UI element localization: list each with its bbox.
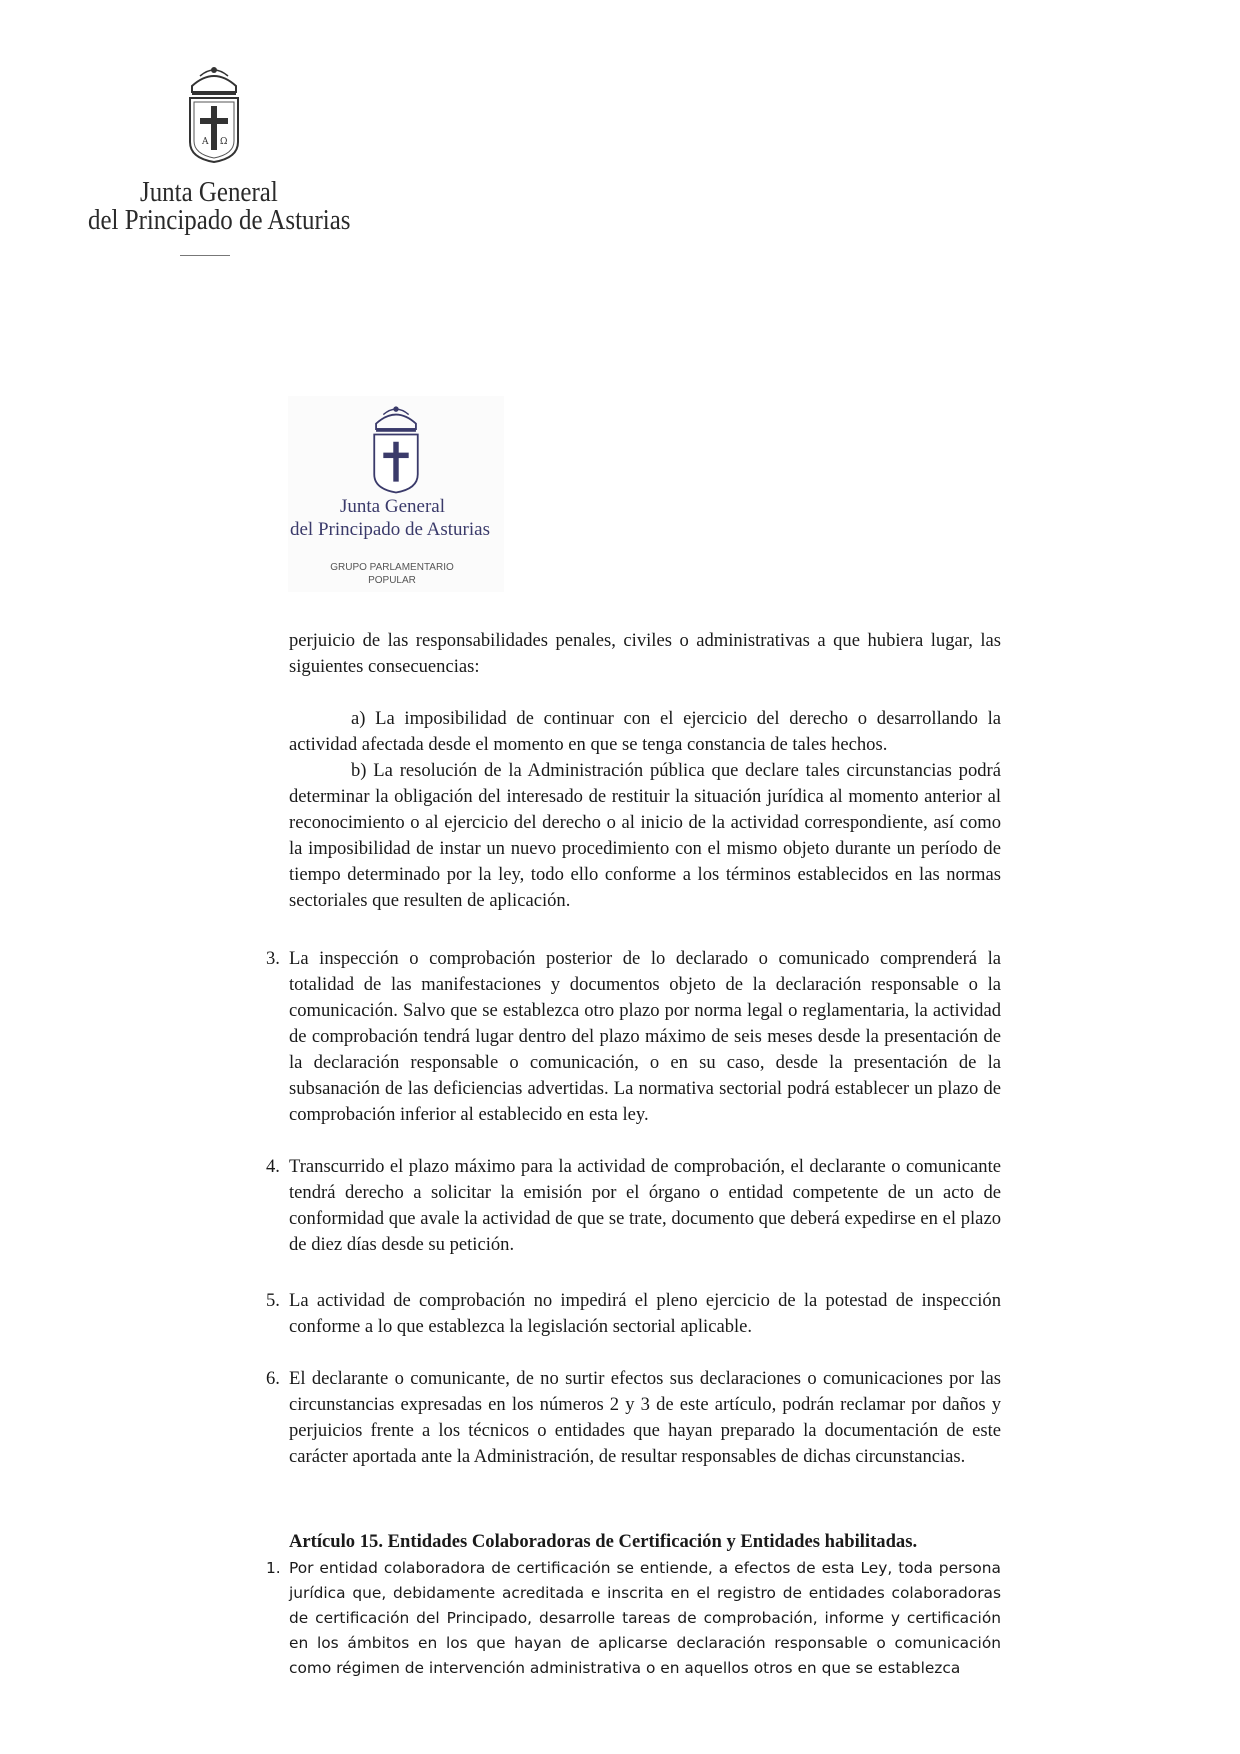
header-org-line2: del Principado de Asturias — [88, 204, 351, 236]
article-item-text: Por entidad colaboradora de certificación se entiende, a efectos de esta Ley, toda persona jurídica que, debidamente acreditada e inscrita en el registro de entidades colaboradoras de certificación del Principado, desarrolle tareas de comprobación, informe y certificación en los ámbitos en los que hayan de aplicarse declaración responsable o comunicación como régimen de intervención administrativa o en aquellos otros en que se establezca — [289, 1559, 1001, 1677]
list-item-number: 3. — [266, 948, 280, 969]
article-title: Artículo 15. Entidades Colaboradoras de Certificación y Entidades habilitadas. — [289, 1531, 918, 1552]
consequence-a-text: a) La imposibilidad de continuar con el ejercicio del derecho o desarrollando la actividad afectada desde el momento en que se tenga constancia de tales hechos. — [289, 708, 1001, 755]
svg-text:Ω: Ω — [220, 137, 228, 147]
consequence-b-text: b) La resolución de la Administración pública que declare tales circunstancias podrá determinar la obligación del interesado de restituir la situación jurídica al momento anterior al reconocimiento o al ejercicio del derecho o al inicio de la actividad correspondiente, así como la imposibilidad de instar un nuevo procedimiento con el mismo objeto durante un período de tiempo determinado por la ley, todo ello conforme a los términos establecidos en las normas sectoriales que resulten de aplicación. — [289, 760, 1001, 911]
group-logo-line2: del Principado de Asturias — [290, 519, 490, 540]
header-org-line1: Junta General — [140, 176, 278, 208]
coat-of-arms-icon — [182, 64, 246, 164]
list-item-text: Transcurrido el plazo máximo para la actividad de comprobación, el declarante o comunicante tendrá derecho a solicitar la emisión por el órgano o entidad competente de un acto de conformidad que avale la actividad de que se trate, documento que deberá expedirse en el plazo de diez días desde su petición. — [289, 1156, 1001, 1255]
consequence-b — [289, 758, 1001, 914]
header-divider — [180, 255, 230, 256]
article-item-number: 1. — [266, 1559, 281, 1577]
group-logo-line1: Junta General — [340, 496, 445, 517]
list-item-text: El declarante o comunicante, de no surtir efectos sus declaraciones o comunicaciones por las circunstancias expresadas en los números 2 y 3 de este artículo, podrán reclamar por daños y perjuicios frente a los técnicos o entidades que hayan preparado la documentación de este carácter aportada ante la Administración, de resultar responsables de dichas circunstancias. — [289, 1368, 1001, 1467]
intro-paragraph: perjuicio de las responsabilidades penales, civiles o administrativas a que hubiera lugar, las siguientes consecuencias: — [289, 630, 1001, 677]
list-item-text: La inspección o comprobación posterior de lo declarado o comunicado comprenderá la totalidad de las manifestaciones y documentos objeto de la declaración responsable o la comunicación. Salvo que se establezca otro plazo por norma legal o reglamentaria, la actividad de comprobación tendrá lugar dentro del plazo máximo de seis meses desde la presentación de la declaración responsable o comunicación, o en su caso, desde la presentación de la subsanación de las deficiencias advertidas. La normativa sectorial podrá establecer un plazo de comprobación inferior al establecido en esta ley. — [289, 948, 1001, 1125]
group-logo-line4: POPULAR — [368, 575, 416, 586]
list-item-number: 6. — [266, 1368, 280, 1389]
group-logo — [288, 396, 504, 592]
list-item-number: 4. — [266, 1156, 280, 1177]
group-logo-line3: GRUPO PARLAMENTARIO — [330, 562, 454, 573]
coat-of-arms-icon — [367, 402, 425, 496]
consequence-a — [289, 706, 1001, 758]
list-item-number: 5. — [266, 1290, 280, 1311]
list-item-text: La actividad de comprobación no impedirá el pleno ejercicio de la potestad de inspección conforme a lo que establezca la legislación sectorial aplicable. — [289, 1290, 1001, 1337]
svg-text:A: A — [202, 137, 209, 147]
